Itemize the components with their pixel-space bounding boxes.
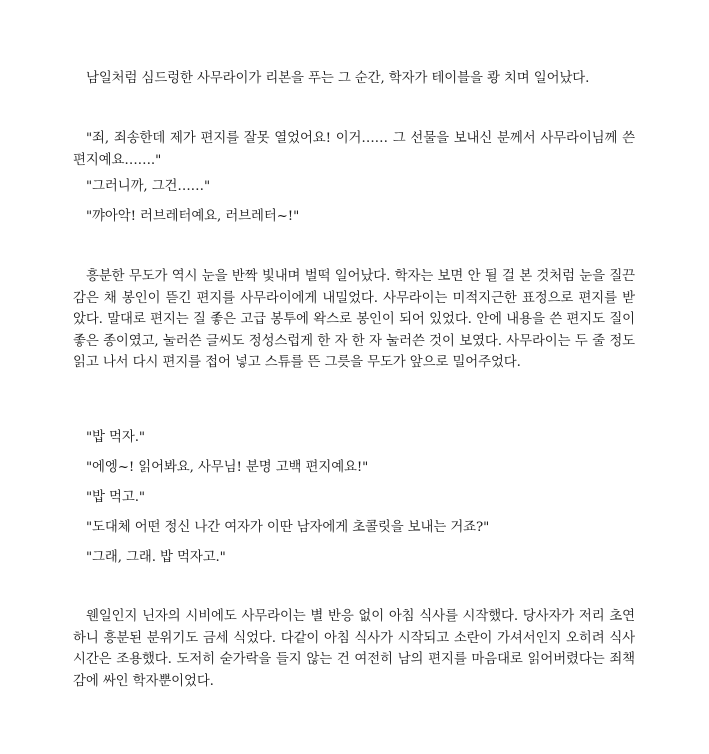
paragraph-1: 남일처럼 심드렁한 사무라이가 리본을 푸는 그 순간, 학자가 테이블을 쾅 치며 일어났다. — [86, 71, 590, 86]
dialogue-5: "에엥~! 읽어봐요, 사무님! 분명 고백 편지예요!" — [86, 460, 369, 475]
dialogue-7: "도대체 어떤 정신 나간 여자가 이딴 남자에게 초콜릿을 보내는 거죠?" — [86, 520, 490, 535]
dialogue-3: "꺄아악! 러브레터예요, 러브레터~!" — [86, 209, 300, 224]
dialogue-4: "밥 먹자." — [86, 430, 145, 445]
paragraph-2: 흥분한 무도가 역시 눈을 반짝 빛내며 벌떡 일어났다. 학자는 보면 안 될 걸 본 것처럼 눈을 질끈 감은 채 봉인이 뜯긴 편지를 사무라이에게 내밀었다. 사무라이는 미적지근한 표정으로 편지를 받았다. 말대로 편지는 질 좋은 고급 봉투에 왁스로 봉인이 되어 있었다. 안에 내용을 쓴 편지도 질이 좋은 종이였고, 눌러쓴 글씨도 정성스럽게 한 자 한 자 눌러쓴 것이 보였다. 사무라이는 두 줄 정도 읽고 나서 다시 편지를 접어 넣고 스튜를 뜬 그릇을 무도가 앞으로 밀어주었다. — [73, 269, 635, 370]
dialogue-8: "그래, 그래. 밥 먹자고." — [86, 550, 226, 565]
paragraph-3: 웬일인지 닌자의 시비에도 사무라이는 별 반응 없이 아침 식사를 시작했다. 당사자가 저리 초연하니 흥분된 분위기도 금세 식었다. 다같이 아침 식사가 시작되고 소란이 가셔서인지 오히려 식사 시간은 조용했다. 도저히 숟가락을 들지 않는 건 여전히 남의 편지를 마음대로 읽어버렸다는 죄책감에 싸인 학자뿐이었다. — [73, 609, 635, 689]
dialogue-1: "죄, 죄송한데 제가 편지를 잘못 열었어요! 이거…… 그 선물을 보내신 분께서 사무라이님께 쓴 편지예요……." — [73, 131, 635, 168]
dialogue-6: "밥 먹고." — [86, 490, 145, 505]
dialogue-2: "그러니까, 그건……" — [86, 179, 211, 194]
